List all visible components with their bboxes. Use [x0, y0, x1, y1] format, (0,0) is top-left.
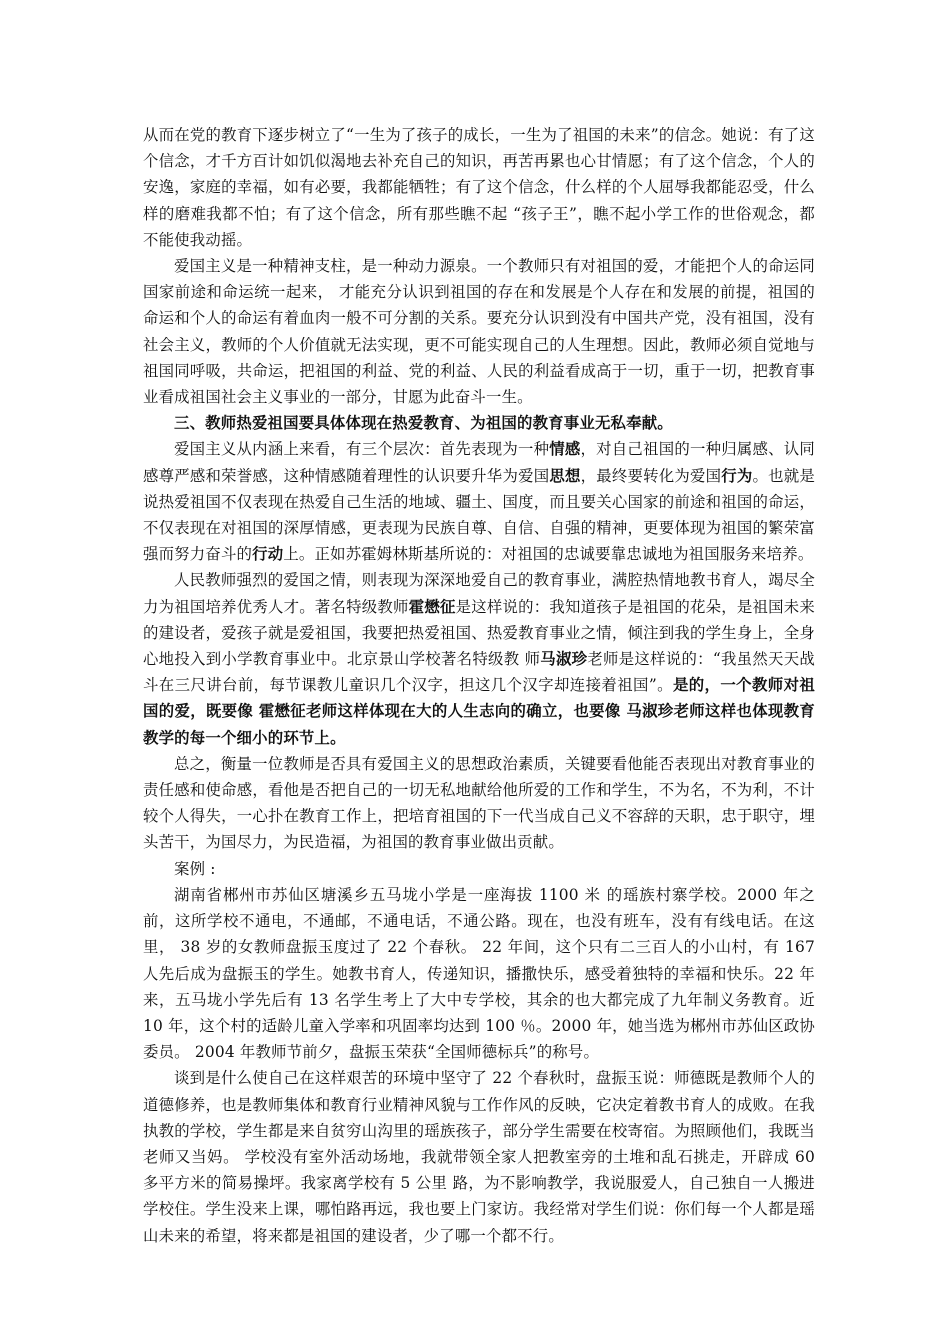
paragraph-text: 人民教师强烈的爱国之情，则表现为深深地爱自己的教育事业，满腔热情地教书育人，竭尽全力为祖国培养优秀人才。著名特级教师 — [143, 571, 815, 616]
paragraph-case-school — [143, 882, 815, 1065]
paragraph-text: 是这样说的：我知道孩子是祖国的花朵，是祖国未来的建设者，爱孩子就是爱祖国，我要把热爱祖国、热爱教育事业之情，倾注到我的学生身上，全身心地投入到小学教育事业中。北京景山学校著名特级教 师 — [143, 597, 815, 669]
bold-term-emotion: 情感 — [549, 440, 581, 459]
paragraph-teacher-love — [143, 567, 815, 750]
bold-term-action: 行动 — [252, 545, 284, 564]
paragraph-text: 谈到是什么使自己在这样艰苦的环境中坚守了 22 个春秋时，盘振玉说：师德既是教师个人的道德修养，也是教师集体和教育行业精神风貌与工作作风的反映，它决定着教书育人的成败。在我执教的学校，学生都是来自贫穷山沟里的瑶族孩子，部分学生需要在校寄宿。为照顾他们，我既当老师又当妈。 学校没有室外活动场地，我就带领全家人把教室旁的土堆和乱石挑走，开辟成 60 多平方米的简易操坪。我家离学校有 5 公里 路，为不影响教学，我说服爱人，自己独自一人搬进学校住。学生没来上课，哪怕路再远，我也要上门家访。我经常对学生们说：你们每一个人都是瑶山未来的希望，将来都是祖国的建设者，少了哪一个都不行。 — [143, 1069, 815, 1245]
document-page — [143, 122, 815, 1249]
paragraph-text: 老师是这样说的：“我虽然天天战斗在三尺讲台前，每节课教儿童识几个汉字，担这几个汉字却连接着祖国”。 — [143, 650, 816, 695]
paragraph-text: 。也就是说热爱祖国不仅表现在热爱自己生活的地域、疆土、国度，而且要关心国家的前途和祖国的命运，不仅表现在对祖国的深厚情感，更表现为民族自尊、自信、自强的精神，更要体现为祖国的繁荣富强而努力奋斗的 — [143, 466, 815, 564]
bold-conclusion: 是的，一个教师对祖国的爱，既要像 霍懋征老师这样体现在大的人生志向的确立，也要像 马淑珍老师这样也体现教育教学的每一个细小的环节上。 — [143, 676, 815, 747]
paragraph-party-belief — [143, 122, 815, 253]
bold-name-ma: 马淑珍 — [540, 650, 588, 669]
paragraph-text: ，对自己祖国的一种归属感、认同感尊严感和荣誉感，这种情感随着理性的认识要升华为爱国 — [143, 440, 815, 485]
heading-text: 三、教师热爱祖国要具体体现在热爱教育、为祖国的教育事业无私奉献。 — [174, 414, 673, 433]
bold-name-huo: 霍懋征 — [408, 597, 456, 616]
bold-term-behavior: 行为 — [721, 466, 753, 485]
paragraph-text: 总之，衡量一位教师是否具有爱国主义的思想政治素质，关键要看他能否表现出对教育事业的责任感和使命感，看他是否把自己的一切无私地献给他所爱的工作和学生，不为名，不为利，不计较个人得失，一心扑在教育工作上，把培育祖国的下一代当成自己义不容辞的天职，忠于职守，埋头苦干，为国尽力，为民造福，为祖国的教育事业做出贡献。 — [143, 754, 815, 852]
paragraph-text: ，最终要转化为爱国 — [580, 466, 722, 485]
paragraph-text: 爱国主义从内涵上来看，有三个层次：首先表现为一种 — [174, 440, 550, 459]
paragraph-case-label — [143, 856, 815, 882]
paragraph-case-interview — [143, 1065, 815, 1248]
bold-term-thought: 思想 — [549, 466, 581, 485]
paragraph-patriotism-pillar — [143, 253, 815, 410]
paragraph-text: 案例 : — [174, 859, 216, 878]
paragraph-summary — [143, 751, 815, 856]
paragraph-text: 湖南省郴州市苏仙区塘溪乡五马垅小学是一座海拔 1100 米 的瑶族村寨学校。2000 年之前，这所学校不通电，不通邮，不通电话，不通公路。现在，也没有班车，没有有线电话。在这里， 38 岁的女教师盘振玉度过了 22 个春秋。 22 年间，这个只有二三百人的小山村，有 167 人先后成为盘振玉的学生。她教书育人，传递知识，播撒快乐，感受着独特的幸福和快乐。22 年来，五马垅小学先后有 13 名学生考上了大中专学校，其余的也大都完成了九年制义务教育。近 10 年，这个村的适龄儿童入学率和巩固率均达到 100 ％。2000 年，她当选为郴州市苏仙区政协委员。 2004 年教师节前夕，盘振玉荣获“全国师德标兵”的称号。 — [143, 885, 815, 1062]
section-heading-three — [143, 410, 815, 436]
paragraph-text: 上。正如苏霍姆林斯基所说的：对祖国的忠诚要靠忠诚地为祖国服务来培养。 — [283, 545, 814, 564]
paragraph-text: 爱国主义是一种精神支柱，是一种动力源泉。一个教师只有对祖国的爱，才能把个人的命运同国家前途和命运统一起来， 才能充分认识到祖国的存在和发展是个人存在和发展的前提，祖国的命运和个人的命运有着血肉一般不可分割的关系。要充分认识到没有中国共产党，没有祖国，没有社会主义，教师的个人价值就无法实现，更不可能实现自己的人生理想。因此，教师必须自觉地与祖国同呼吸，共命运，把祖国的利益、党的利益、人民的利益看成高于一切，重于一切，把教育事业看成祖国社会主义事业的一部分，甘愿为此奋斗一生。 — [143, 257, 815, 407]
paragraph-three-levels — [143, 436, 815, 567]
paragraph-text: 从而在党的教育下逐步树立了“一生为了孩子的成长，一生为了祖国的未来”的信念。她说：有了这个信念，才千方百计如饥似渴地去补充自己的知识，再苦再累也心甘情愿；有了这个信念，个人的安逸，家庭的幸福，如有必要，我都能牺牲；有了这个信念，什么样的个人屈辱我都能忍受，什么样的磨难我都不怕；有了这个信念，所有那些瞧不起 “孩子王”，瞧不起小学工作的世俗观念，都不能使我动摇。 — [143, 126, 815, 249]
